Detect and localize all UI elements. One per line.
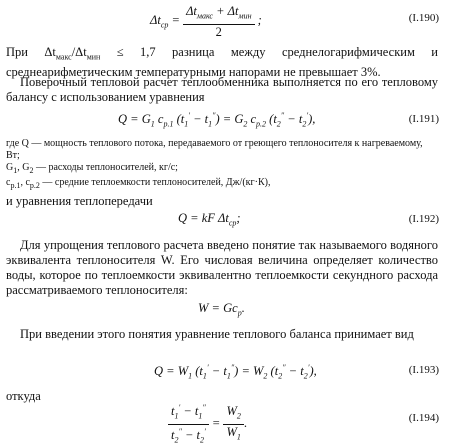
paragraph-6: откуда xyxy=(6,389,41,403)
equation-w: $W = Gc_p$. xyxy=(198,301,245,318)
definition-g: $G_1$, $G_2$ — расходы теплоносителей, кг/с; xyxy=(6,162,178,175)
equation-i193: $Q = W_1$ $(t_1' - t_1'') = W_2$ $(t_2'' - t_2')$, xyxy=(154,363,317,381)
eq194-right-fraction xyxy=(223,404,243,444)
eq190-lhs-sub: ср xyxy=(160,20,169,30)
eq194-number: (I.194) xyxy=(408,412,439,424)
eq194-right-numerator: $W_2$ xyxy=(223,404,243,425)
paragraph-1: При $\Delta t_{макс}/\Delta t_{мин} \le 1,7$ разница между среднелогарифмическим и среднеарифметическим температурными напорами не превышает 3%. xyxy=(6,45,438,79)
equation-i190: $\Delta t_{ср}$ = $\frac{\Delta t_{макс} + \Delta t_{мин}}{2}$ ; xyxy=(150,4,262,39)
eq190-fraction xyxy=(183,4,254,39)
eq193-number: (I.193) xyxy=(408,364,439,376)
equation-i192: Q = kF $\Delta t_{ср}$; xyxy=(178,211,241,228)
definitions-list xyxy=(6,138,438,192)
eq194-left-numerator: $t_1' - t_1''$ xyxy=(168,401,209,425)
eq190-numerator: $\Delta t_{макс} + \Delta t_{мин}$ xyxy=(183,4,254,25)
eq190-denominator: 2 xyxy=(215,24,222,39)
eq194-left-fraction xyxy=(168,401,209,447)
eq194-right-denominator: $W_1$ xyxy=(226,424,241,442)
definition-cp: $c_{p.1}$, $c_{p.2}$ — средние теплоемкости теплоносителей, Дж/(кг·К), xyxy=(6,177,271,190)
paragraph-2: Поверочный тепловой расчет теплообменника выполняется по его тепловому балансу с использованием уравнения xyxy=(6,75,438,104)
paragraph-5: При введении этого понятия уравнение теплового баланса принимает вид xyxy=(20,327,414,341)
eq194-tail: . xyxy=(243,416,247,431)
eq194-equals: = xyxy=(208,416,224,431)
eq190-lhs: Δt xyxy=(150,13,161,28)
eq190-number: (I.190) xyxy=(408,12,439,24)
equation-i194 xyxy=(168,401,247,447)
eq191-number: (I.191) xyxy=(408,113,439,125)
eq192-number: (I.192) xyxy=(408,213,439,225)
definition-q: где Q — мощность теплового потока, передаваемого от греющего теплоносителя к нагреваемому, Вт; xyxy=(6,138,423,161)
paragraph-4: Для упрощения теплового расчета введено понятие так называемого водяного эквивалента теплоносителя W. Его числовая величина определяет количество воды, которое по теплоемкости эквивалентно теплоемкости секундного расхода рассматриваемого теплоносителя: xyxy=(6,238,438,297)
eq194-left-denominator: $t_2'' - t_2'$ xyxy=(171,426,206,445)
eq190-equals: = xyxy=(168,13,184,28)
equation-i191: $Q = G_1$ $c_{p.1}$ $(t_1' - t_1'') = G_2$ $c_{p.2}$ $(t_2'' - t_2')$, xyxy=(118,111,316,129)
paragraph-3: и уравнения теплопередачи xyxy=(6,194,153,208)
